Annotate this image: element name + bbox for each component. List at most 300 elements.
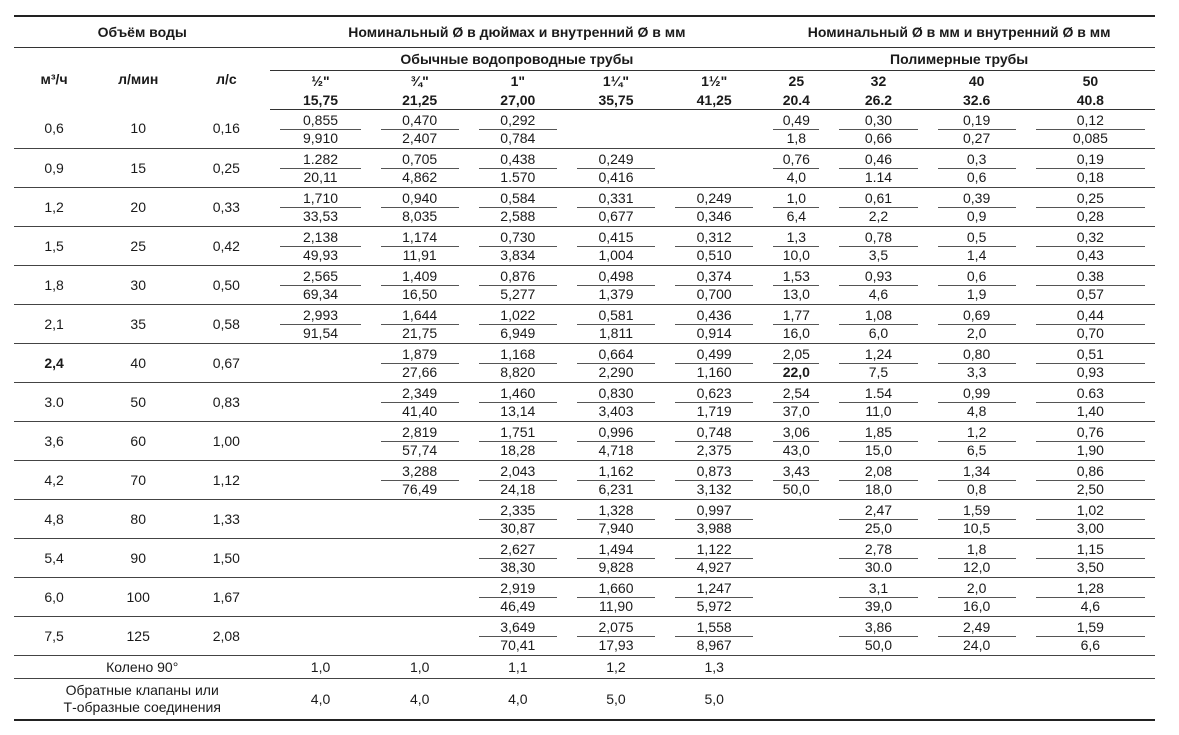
- polymer-pipe-cell: [928, 383, 1026, 422]
- polymer-pipe-cell: [928, 266, 1026, 305]
- regular-pipe-cell: [371, 578, 469, 617]
- head-loss-value: 0,914: [696, 324, 732, 341]
- flow-lmin-cell: 125: [94, 617, 182, 656]
- regular-pipe-cell: [665, 110, 763, 149]
- flow-m3h-cell: 6,0: [14, 578, 94, 617]
- head-loss-value: 37,0: [782, 402, 810, 419]
- regular-pipe-cell: [567, 305, 665, 344]
- polymer-pipe-cell: [1026, 149, 1155, 188]
- velocity-value: 1,660: [577, 580, 655, 598]
- velocity-value: 0,292: [479, 112, 557, 130]
- regular-pipe-cell: [469, 110, 567, 149]
- head-loss-value: 3,403: [598, 402, 634, 419]
- regular-pipe-cell: [567, 617, 665, 656]
- polymer-pipe-cell: [1026, 578, 1155, 617]
- head-loss-value: 7,940: [598, 519, 634, 536]
- polymer-pipe-cell: [1026, 266, 1155, 305]
- head-loss-value: 13,0: [782, 285, 810, 302]
- valves-label-line1: Обратные клапаны или: [65, 682, 219, 698]
- polymer-pipe-cell: [829, 110, 927, 149]
- polymer-pipe-cell: [1026, 227, 1155, 266]
- velocity-value: 0,80: [938, 346, 1016, 364]
- head-loss-value: 0,27: [963, 129, 991, 146]
- regular-pipe-cell: [567, 539, 665, 578]
- polymer-pipe-cell: [829, 149, 927, 188]
- head-loss-value: 0,18: [1076, 168, 1104, 185]
- regular-pipe-cell: [469, 383, 567, 422]
- velocity-value: 0,623: [675, 385, 753, 403]
- head-loss-value: 0,784: [500, 129, 536, 146]
- velocity-value: 0,748: [675, 424, 753, 442]
- velocity-value: 0,99: [938, 385, 1016, 403]
- table-row: [14, 500, 1155, 539]
- velocity-value: 0,873: [675, 463, 753, 481]
- velocity-value: 0,51: [1036, 346, 1145, 364]
- head-loss-value: 1,160: [696, 363, 732, 380]
- regular-pipe-cell: [665, 422, 763, 461]
- polymer-pipe-cell: [928, 617, 1026, 656]
- mm-size-header: 32: [870, 73, 887, 89]
- velocity-value: 0,438: [479, 151, 557, 169]
- regular-pipe-cell: [270, 539, 370, 578]
- velocity-value: 0,86: [1036, 463, 1145, 481]
- regular-pipe-cell: [567, 500, 665, 539]
- head-loss-value: 22,0: [782, 363, 810, 380]
- velocity-value: 1.282: [280, 151, 360, 169]
- regular-pipe-cell: [567, 266, 665, 305]
- head-loss-value: 38,30: [500, 558, 536, 575]
- regular-pipe-cell: [665, 266, 763, 305]
- polymer-pipe-cell: [928, 422, 1026, 461]
- flow-lmin-cell: 40: [94, 344, 182, 383]
- flow-ls-cell: 1,67: [182, 578, 270, 617]
- knee-value: 1,1: [469, 656, 567, 679]
- velocity-value: 0,46: [839, 151, 917, 169]
- polymer-pipe-cell: [763, 188, 829, 227]
- polymer-pipe-cell: [1026, 110, 1155, 149]
- polymer-pipe-cell: [1026, 617, 1155, 656]
- polymer-pipe-cell: [928, 188, 1026, 227]
- flow-ls-cell: 0,67: [182, 344, 270, 383]
- velocity-value: 0,499: [675, 346, 753, 364]
- head-loss-value: 1,379: [598, 285, 634, 302]
- velocity-value: 1,558: [675, 619, 753, 637]
- velocity-value: 0,93: [839, 268, 917, 286]
- velocity-value: 2,0: [938, 580, 1016, 598]
- head-loss-value: 43,0: [782, 441, 810, 458]
- pipe-flow-table: [14, 15, 1155, 721]
- flow-ls-cell: 0,83: [182, 383, 270, 422]
- head-loss-value: 76,49: [402, 480, 438, 497]
- head-loss-value: 33,53: [302, 207, 339, 224]
- head-loss-value: 2,375: [696, 441, 732, 458]
- velocity-value: 0,997: [675, 502, 753, 520]
- valves-label-line2: Т-образные соединения: [63, 699, 221, 715]
- polymer-pipe-cell: [829, 578, 927, 617]
- velocity-value: 1,710: [280, 190, 360, 208]
- head-loss-value: 3,988: [696, 519, 732, 536]
- polymer-pipe-cell: [829, 344, 927, 383]
- regular-pipe-cell: [469, 578, 567, 617]
- polymer-pipe-cell: [829, 617, 927, 656]
- table-row: [14, 149, 1155, 188]
- flow-m3h-cell: 4,2: [14, 461, 94, 500]
- head-loss-value: 4,718: [598, 441, 634, 458]
- inch-inner-diameter: 35,75: [567, 91, 665, 110]
- flow-ls-cell: 0,16: [182, 110, 270, 149]
- head-loss-value: 4,8: [966, 402, 987, 419]
- head-loss-value: 15,0: [864, 441, 893, 458]
- table-row: [14, 383, 1155, 422]
- head-loss-value: 20,11: [303, 168, 338, 185]
- velocity-value: 1,162: [577, 463, 655, 481]
- polymer-pipe-cell: [1026, 422, 1155, 461]
- table-row: [14, 539, 1155, 578]
- polymer-pipe-cell: [928, 110, 1026, 149]
- inch-group-header: Номинальный Ø в дюймах и внутренний Ø в мм: [270, 16, 763, 48]
- regular-pipe-cell: [270, 110, 370, 149]
- velocity-value: 0,498: [577, 268, 655, 286]
- inch-inner-diameter: 41,25: [665, 91, 763, 110]
- velocity-value: 0,470: [381, 112, 459, 130]
- polymer-pipe-cell: [1026, 344, 1155, 383]
- velocity-value: 2,565: [280, 268, 360, 286]
- head-loss-value: 3,00: [1076, 519, 1104, 536]
- regular-pipe-cell: [567, 461, 665, 500]
- polymer-pipe-cell: [829, 539, 927, 578]
- unit-ls-header: л/с: [216, 70, 237, 87]
- regular-pipe-cell: [371, 266, 469, 305]
- regular-pipe-cell: [567, 227, 665, 266]
- head-loss-value: 1,9: [966, 285, 987, 302]
- flow-lmin-cell: 80: [94, 500, 182, 539]
- flow-lmin-cell: 30: [94, 266, 182, 305]
- head-loss-value: 3,834: [500, 246, 536, 263]
- regular-pipe-cell: [371, 149, 469, 188]
- head-loss-value: 30,87: [500, 519, 536, 536]
- knee-label: Колено 90°: [14, 656, 270, 679]
- velocity-value: 1,0: [773, 190, 819, 208]
- head-loss-value: 16,50: [402, 285, 438, 302]
- head-loss-value: 6,949: [500, 324, 536, 341]
- regular-pipe-cell: [371, 344, 469, 383]
- velocity-value: 2,993: [280, 307, 360, 325]
- head-loss-value: 24,0: [963, 636, 991, 653]
- head-loss-value: 57,74: [402, 441, 438, 458]
- flow-lmin-cell: 10: [94, 110, 182, 149]
- flow-m3h-cell: 2,1: [14, 305, 94, 344]
- regular-pipe-cell: [665, 188, 763, 227]
- head-loss-value: 3,132: [696, 480, 732, 497]
- flow-ls-cell: 1,00: [182, 422, 270, 461]
- polymer-pipe-cell: [829, 461, 927, 500]
- flow-m3h-cell: 4,8: [14, 500, 94, 539]
- polymer-pipe-cell: [763, 500, 829, 539]
- regular-pipe-cell: [371, 500, 469, 539]
- head-loss-value: 0,700: [696, 285, 732, 302]
- flow-m3h-cell: 0,9: [14, 149, 94, 188]
- velocity-value: 1,174: [381, 229, 459, 247]
- head-loss-value: 25,0: [864, 519, 893, 536]
- head-loss-value: 0,677: [598, 207, 634, 224]
- inch-size-header: 1¼": [602, 73, 630, 89]
- regular-pipe-cell: [469, 344, 567, 383]
- flow-lmin-cell: 35: [94, 305, 182, 344]
- regular-pipe-cell: [469, 266, 567, 305]
- knee-value: 1,3: [665, 656, 763, 679]
- knee-value: 1,0: [371, 656, 469, 679]
- polymer-pipe-cell: [1026, 383, 1155, 422]
- regular-pipe-cell: [665, 227, 763, 266]
- polymer-pipe-cell: [928, 500, 1026, 539]
- polymer-pipe-cell: [763, 578, 829, 617]
- head-loss-value: 3,50: [1076, 558, 1104, 575]
- velocity-value: 1,53: [773, 268, 819, 286]
- velocity-value: 1,751: [479, 424, 557, 442]
- velocity-value: 0.38: [1036, 268, 1145, 286]
- head-loss-value: 24,18: [500, 480, 536, 497]
- regular-pipes-header: Обычные водопроводные трубы: [270, 48, 763, 71]
- velocity-value: 0,32: [1036, 229, 1145, 247]
- regular-pipe-cell: [270, 188, 370, 227]
- mm-size-header: 25: [788, 73, 805, 89]
- velocity-value: 1,77: [773, 307, 819, 325]
- velocity-value: 1,168: [479, 346, 557, 364]
- head-loss-value: 11,0: [865, 402, 892, 419]
- head-loss-value: 11,90: [598, 597, 633, 614]
- inch-size-header: 1": [510, 73, 526, 89]
- head-loss-value: 3,5: [868, 246, 889, 263]
- unit-m3h-header: м³/ч: [40, 70, 68, 87]
- head-loss-value: 1.14: [864, 168, 893, 185]
- head-loss-value: 2,0: [966, 324, 987, 341]
- mm-inner-diameter: 26.2: [829, 91, 927, 110]
- head-loss-value: 1,8: [786, 129, 807, 146]
- polymer-pipe-cell: [763, 539, 829, 578]
- head-loss-value: 12,0: [963, 558, 991, 575]
- velocity-value: 2,335: [479, 502, 557, 520]
- polymer-pipes-header: Полимерные трубы: [763, 48, 1155, 71]
- head-loss-value: 39,0: [864, 597, 893, 614]
- flow-lmin-cell: 20: [94, 188, 182, 227]
- velocity-value: 0,19: [1036, 151, 1145, 169]
- velocity-value: 0,855: [280, 112, 360, 130]
- velocity-value: 3,649: [479, 619, 557, 637]
- valves-value: 4,0: [270, 679, 370, 721]
- polymer-pipe-cell: [1026, 305, 1155, 344]
- regular-pipe-cell: [469, 188, 567, 227]
- valves-value: 4,0: [469, 679, 567, 721]
- inch-size-header: ¾": [410, 73, 429, 89]
- regular-pipe-cell: [270, 305, 370, 344]
- velocity-value: 0,12: [1036, 112, 1145, 130]
- head-loss-value: 21,75: [402, 324, 438, 341]
- head-loss-value: 16,0: [782, 324, 810, 341]
- velocity-value: 2,043: [479, 463, 557, 481]
- velocity-value: 1,879: [381, 346, 459, 364]
- head-loss-value: 4,6: [868, 285, 889, 302]
- flow-m3h-cell: 1,2: [14, 188, 94, 227]
- velocity-value: 0,374: [675, 268, 753, 286]
- regular-pipe-cell: [567, 422, 665, 461]
- head-loss-value: 0,510: [696, 246, 732, 263]
- polymer-pipe-cell: [928, 227, 1026, 266]
- head-loss-value: 50,0: [782, 480, 810, 497]
- table-row: [14, 110, 1155, 149]
- head-loss-value: 46,49: [500, 597, 536, 614]
- velocity-value: 1,34: [938, 463, 1016, 481]
- velocity-value: 2,819: [381, 424, 459, 442]
- head-loss-value: 18,0: [864, 480, 893, 497]
- regular-pipe-cell: [665, 149, 763, 188]
- polymer-pipe-cell: [928, 305, 1026, 344]
- head-loss-value: 6,5: [966, 441, 987, 458]
- unit-lmin-header: л/мин: [118, 70, 159, 87]
- velocity-value: 0,49: [773, 112, 819, 130]
- velocity-value: 1,022: [479, 307, 557, 325]
- velocity-value: 1,85: [839, 424, 917, 442]
- velocity-value: 3,1: [839, 580, 917, 598]
- regular-pipe-cell: [567, 188, 665, 227]
- regular-pipe-cell: [665, 305, 763, 344]
- velocity-value: 0,436: [675, 307, 753, 325]
- head-loss-value: 6,4: [786, 207, 807, 224]
- table-row: [14, 188, 1155, 227]
- velocity-value: 1,28: [1036, 580, 1145, 598]
- empty-cell: [763, 656, 1155, 679]
- regular-pipe-cell: [371, 305, 469, 344]
- velocity-value: 0,940: [381, 190, 459, 208]
- polymer-pipe-cell: [829, 266, 927, 305]
- regular-pipe-cell: [270, 500, 370, 539]
- velocity-value: 2,47: [839, 502, 917, 520]
- table-row: [14, 344, 1155, 383]
- polymer-pipe-cell: [763, 344, 829, 383]
- velocity-value: 0.63: [1036, 385, 1145, 403]
- velocity-value: 1,328: [577, 502, 655, 520]
- velocity-value: 0,61: [839, 190, 917, 208]
- head-loss-value: 0,8: [966, 480, 987, 497]
- head-loss-value: 2,588: [500, 207, 536, 224]
- inch-inner-diameter: 15,75: [270, 91, 370, 110]
- velocity-value: 1,460: [479, 385, 557, 403]
- flow-ls-cell: 1,33: [182, 500, 270, 539]
- head-loss-value: 11,91: [402, 246, 437, 263]
- head-loss-value: 17,93: [598, 636, 634, 653]
- regular-pipe-cell: [371, 383, 469, 422]
- head-loss-value: 0,66: [864, 129, 893, 146]
- head-loss-value: 5,277: [500, 285, 536, 302]
- velocity-value: 0,3: [938, 151, 1016, 169]
- head-loss-value: 1,4: [966, 246, 987, 263]
- velocity-value: 0,876: [479, 268, 557, 286]
- regular-pipe-cell: [567, 149, 665, 188]
- empty-cell: [763, 679, 1155, 721]
- table-row: [14, 461, 1155, 500]
- polymer-pipe-cell: [928, 461, 1026, 500]
- regular-pipe-cell: [665, 578, 763, 617]
- valves-value: 5,0: [665, 679, 763, 721]
- velocity-value: 0,249: [577, 151, 655, 169]
- flow-lmin-cell: 70: [94, 461, 182, 500]
- regular-pipe-cell: [665, 383, 763, 422]
- polymer-pipe-cell: [829, 383, 927, 422]
- head-loss-value: 0,57: [1076, 285, 1104, 302]
- head-loss-value: 3,3: [966, 363, 987, 380]
- head-loss-value: 27,66: [402, 363, 438, 380]
- head-loss-value: 0,346: [696, 207, 732, 224]
- head-loss-value: 7,5: [868, 363, 889, 380]
- regular-pipe-cell: [371, 227, 469, 266]
- regular-pipe-cell: [270, 344, 370, 383]
- velocity-value: 0,78: [839, 229, 917, 247]
- velocity-value: 2,78: [839, 541, 917, 559]
- head-loss-value: 0,085: [1072, 129, 1108, 146]
- flow-lmin-cell: 60: [94, 422, 182, 461]
- velocity-value: 1,24: [839, 346, 917, 364]
- velocity-value: 1,02: [1036, 502, 1145, 520]
- head-loss-value: 4,862: [402, 168, 438, 185]
- head-loss-value: 8,035: [402, 207, 438, 224]
- velocity-value: 3,288: [381, 463, 459, 481]
- head-loss-value: 49,93: [302, 246, 339, 263]
- velocity-value: 0,39: [938, 190, 1016, 208]
- regular-pipe-cell: [665, 539, 763, 578]
- head-loss-value: 0,6: [966, 168, 987, 185]
- head-loss-value: 1,719: [696, 402, 732, 419]
- velocity-value: 1,247: [675, 580, 753, 598]
- velocity-value: 1,494: [577, 541, 655, 559]
- mm-size-header: 40: [968, 73, 985, 89]
- velocity-value: 1,08: [839, 307, 917, 325]
- polymer-pipe-cell: [763, 305, 829, 344]
- polymer-pipe-cell: [1026, 188, 1155, 227]
- head-loss-value: 9,828: [598, 558, 634, 575]
- head-loss-value: 4,0: [786, 168, 807, 185]
- head-loss-value: 1,40: [1076, 402, 1104, 419]
- head-loss-value: 0,93: [1076, 363, 1104, 380]
- velocity-value: 0,249: [675, 190, 753, 208]
- table-row: [14, 617, 1155, 656]
- polymer-pipe-cell: [763, 227, 829, 266]
- velocity-value: 3,43: [773, 463, 819, 481]
- head-loss-value: 6,231: [598, 480, 634, 497]
- valves-label: [14, 679, 270, 721]
- velocity-value: 1,2: [938, 424, 1016, 442]
- knee-value: 1,2: [567, 656, 665, 679]
- velocity-value: 2,05: [773, 346, 819, 364]
- polymer-pipe-cell: [763, 266, 829, 305]
- regular-pipe-cell: [567, 110, 665, 149]
- flow-m3h-cell: 1,5: [14, 227, 94, 266]
- flow-ls-cell: 0,25: [182, 149, 270, 188]
- head-loss-value: 4,6: [1080, 597, 1101, 614]
- velocity-value: 0,415: [577, 229, 655, 247]
- regular-pipe-cell: [469, 461, 567, 500]
- head-loss-value: 2,407: [402, 129, 438, 146]
- velocity-value: 1.54: [839, 385, 917, 403]
- head-loss-value: 0,28: [1076, 207, 1104, 224]
- velocity-value: 0,44: [1036, 307, 1145, 325]
- regular-pipe-cell: [665, 617, 763, 656]
- flow-ls-cell: 1,50: [182, 539, 270, 578]
- velocity-value: 0,5: [938, 229, 1016, 247]
- flow-lmin-cell: 15: [94, 149, 182, 188]
- polymer-pipe-cell: [1026, 500, 1155, 539]
- flow-lmin-cell: 50: [94, 383, 182, 422]
- velocity-value: 0,312: [675, 229, 753, 247]
- head-loss-value: 9,910: [302, 129, 339, 146]
